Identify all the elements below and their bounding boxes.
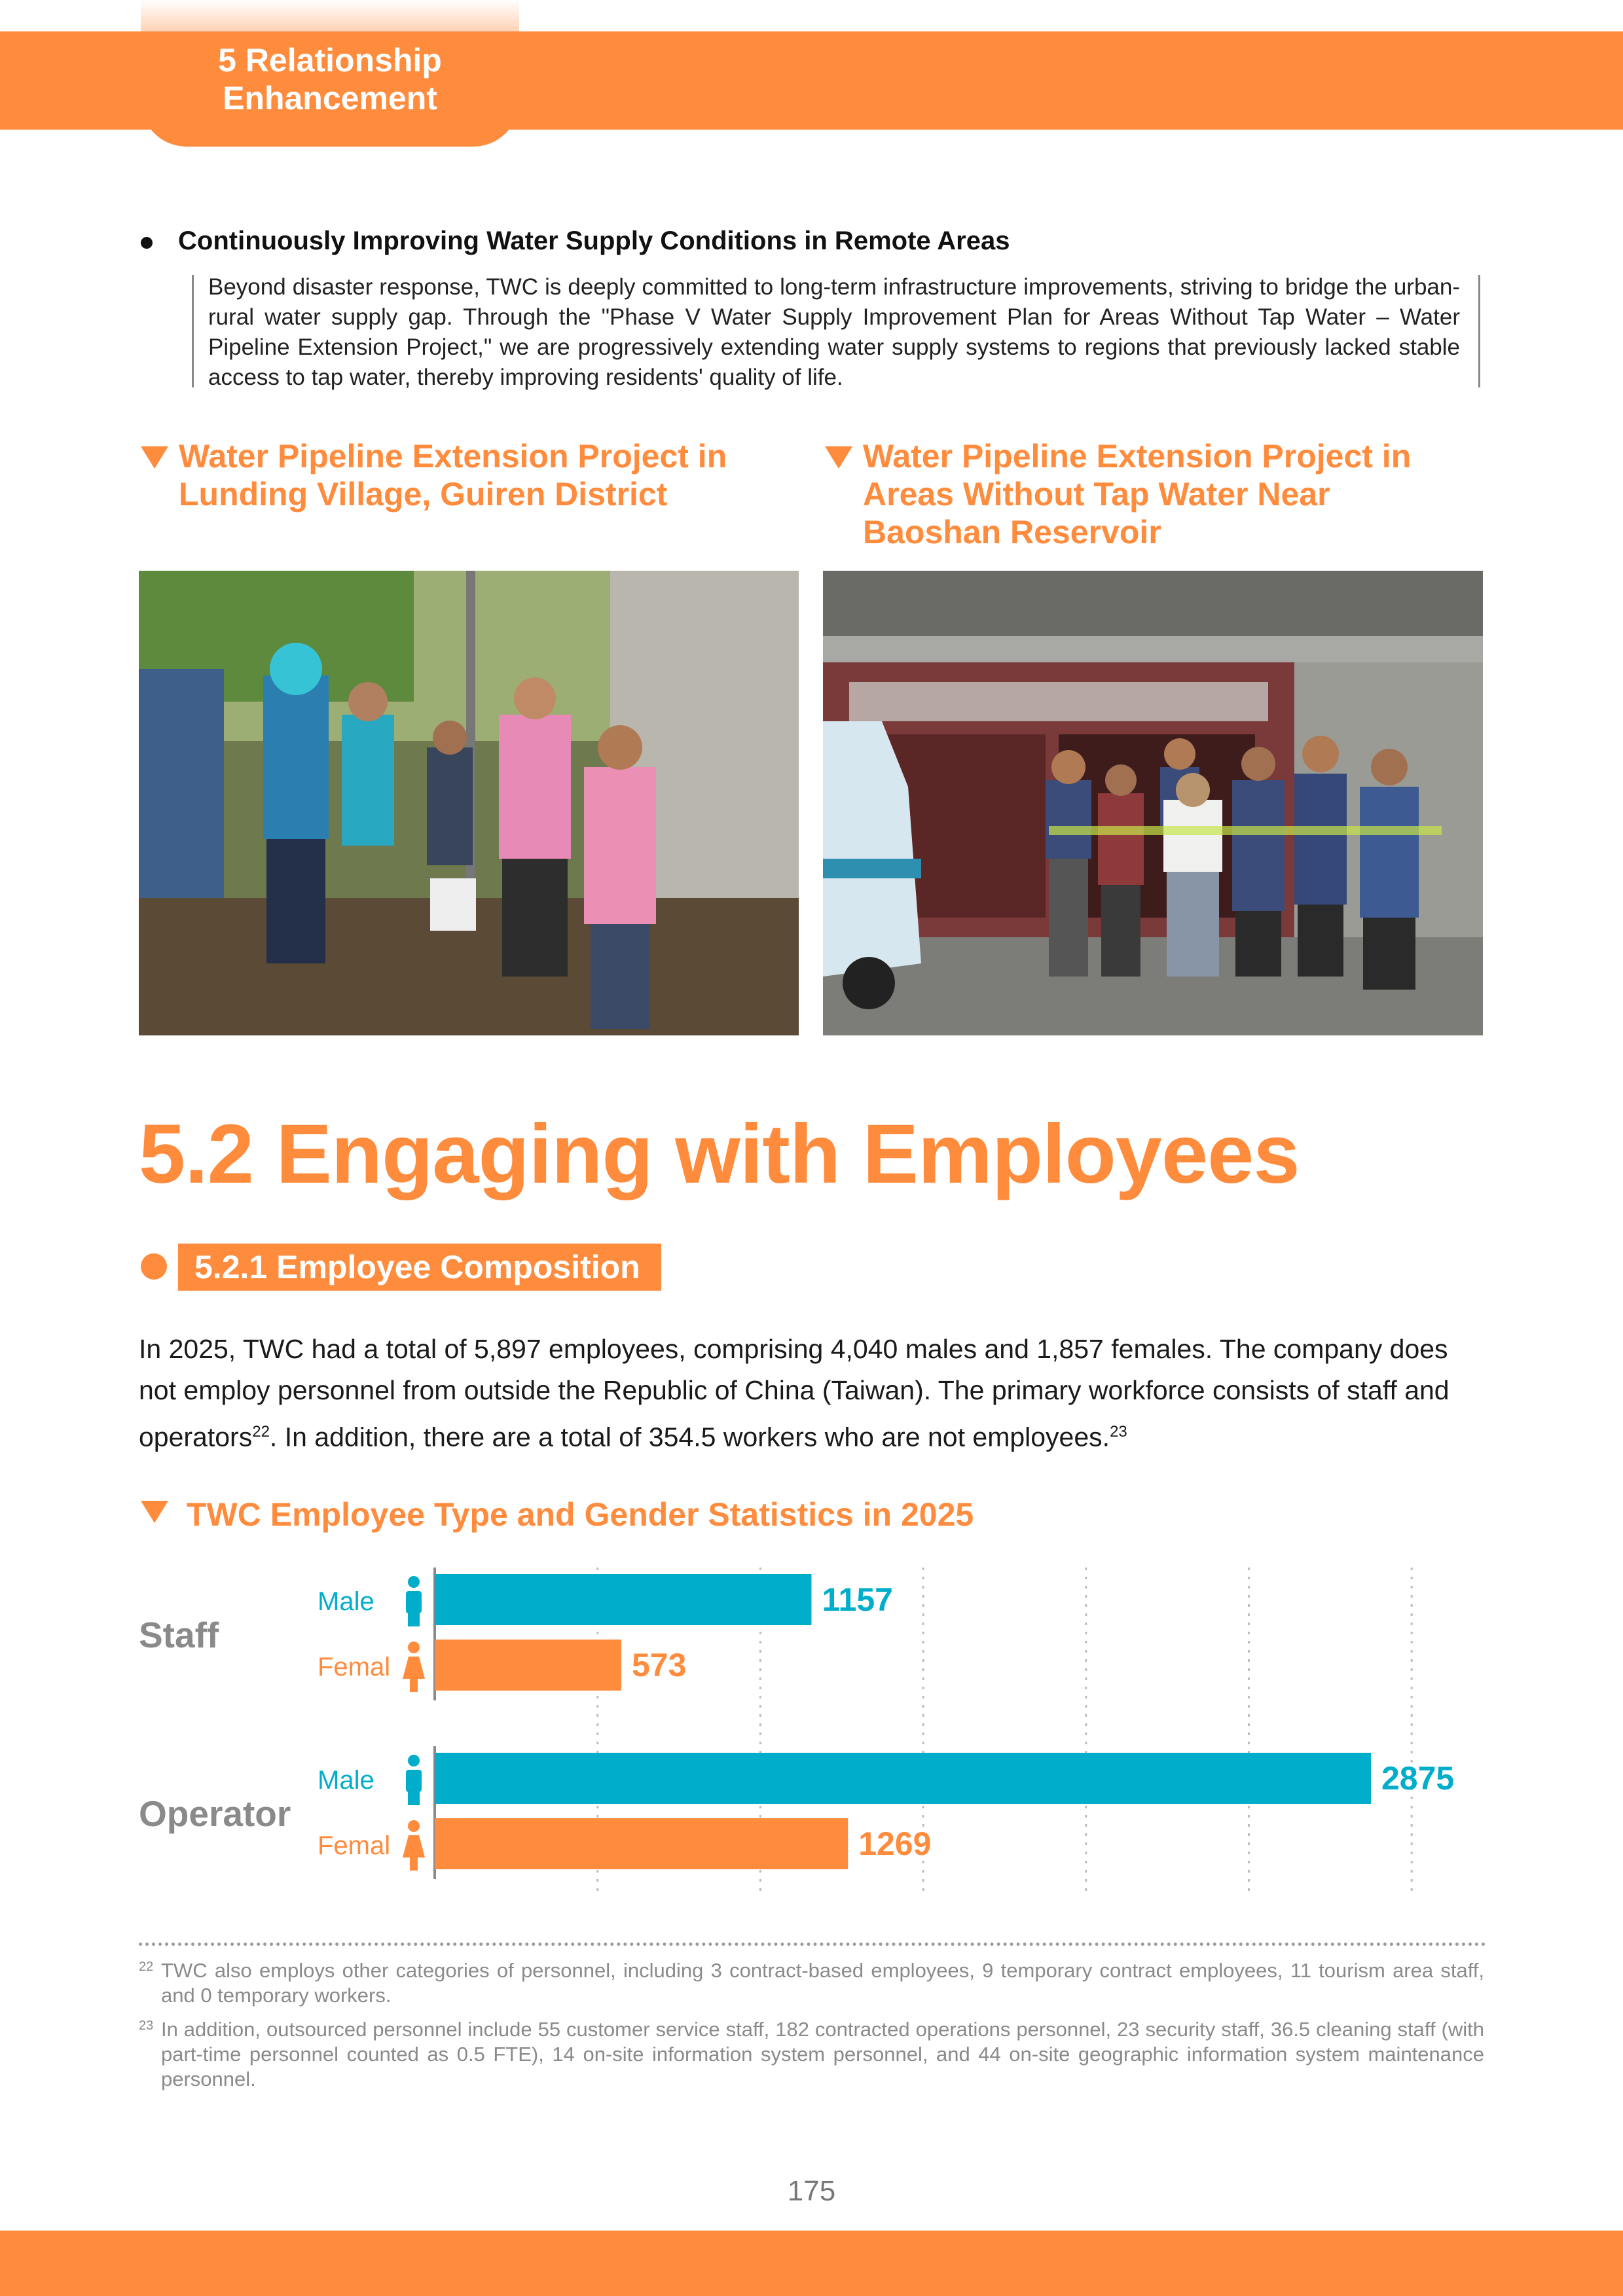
footnote-ref-22[interactable]: 22 xyxy=(252,1423,270,1441)
bullet-title: Continuously Improving Water Supply Conditions in Remote Areas xyxy=(178,226,1010,255)
bar xyxy=(435,1753,1371,1804)
female-icon xyxy=(403,1657,425,1679)
photo-caption-1-block xyxy=(141,437,795,522)
bar xyxy=(435,1640,621,1691)
subsection-title: 5.2.1 Employee Composition xyxy=(178,1244,661,1291)
bar-value-label: 1269 xyxy=(858,1825,932,1862)
male-icon xyxy=(408,1576,420,1588)
male-icon xyxy=(406,1770,422,1792)
group-label: Staff xyxy=(139,1615,219,1655)
male-icon xyxy=(408,1611,420,1626)
female-icon xyxy=(408,1820,420,1832)
bar-category-label: Male xyxy=(318,1587,374,1616)
photo-baoshan-reservoir xyxy=(823,571,1483,1035)
triangle-down-icon xyxy=(825,446,852,469)
employee-paragraph xyxy=(139,1329,1481,1458)
photo-caption-2-block xyxy=(825,437,1480,562)
male-icon xyxy=(408,1789,420,1805)
female-icon xyxy=(403,1835,425,1857)
bar-category-label: Femal xyxy=(318,1831,391,1860)
footnote-number: 22 xyxy=(139,1960,154,1974)
photo-caption-1: Water Pipeline Extension Project in Lunding Village, Guiren District xyxy=(179,438,727,512)
bar-category-label: Male xyxy=(318,1766,374,1795)
photo-lunding-village xyxy=(139,571,799,1035)
photo-caption-2: Water Pipeline Extension Project in Areas Without Tap Water Near Baoshan Reservoir xyxy=(863,438,1412,550)
section-title: 5.2 Engaging with Employees xyxy=(139,1107,1300,1201)
chapter-tab xyxy=(141,31,519,147)
footnote-text: TWC also employs other categories of personnel, including 3 contract-based employees, 9 temporary contract employees, 11 tourism area staff, and 0 temporary workers. xyxy=(161,1959,1484,2007)
female-icon xyxy=(410,1677,418,1692)
female-icon xyxy=(410,1856,418,1871)
subsection-dot-icon xyxy=(141,1253,167,1280)
chart-caption-text: TWC Employee Type and Gender Statistics in 2025 xyxy=(187,1496,974,1533)
bullet-icon xyxy=(141,237,153,249)
footnote-22 xyxy=(139,1958,1484,2008)
bar-value-label: 573 xyxy=(632,1647,687,1683)
footer-bar xyxy=(0,2231,1623,2296)
male-icon xyxy=(406,1591,422,1613)
bar-value-label: 1157 xyxy=(822,1581,893,1618)
footnote-ref-23[interactable]: 23 xyxy=(1110,1423,1127,1441)
quote-text: Beyond disaster response, TWC is deeply committed to long-term infrastructure improvements, striving to bridge the urban-rural water supply gap. Through the "Phase V Water Supply Improvement Plan for Areas Without Tap Water – Water Pipeline Extension Project," we are progressively extending water supply systems to regions that previously lacked stable access to tap water, thereby improving residents' quality of life. xyxy=(208,274,1460,390)
footnote-text: In addition, outsourced personnel include 55 customer service staff, 182 contracted operations personnel, 23 security staff, 36.5 cleaning staff (with part-time personnel counted as 0.5 FTE), 14 on-site information system personnel, and 44 on-site geographic information system maintenance personnel. xyxy=(161,2018,1484,2090)
page-number: 175 xyxy=(787,2175,836,2207)
group-label: Operator xyxy=(139,1793,291,1834)
bar-value-label: 2875 xyxy=(1381,1760,1455,1797)
bar xyxy=(435,1574,811,1625)
male-icon xyxy=(408,1755,420,1767)
female-icon xyxy=(408,1641,420,1653)
footnote-divider xyxy=(139,1943,1486,1946)
paragraph-text-2: . In addition, there are a total of 354.5 workers who are not employees. xyxy=(269,1422,1110,1452)
paragraph-text-1: In 2025, TWC had a total of 5,897 employees, comprising 4,040 males and 1,857 females. The company does not employ personnel from outside the Republic of China (Taiwan). The primary workforce consists of staff and operators xyxy=(139,1334,1450,1452)
chart-caption xyxy=(141,1496,974,1534)
triangle-down-icon xyxy=(141,1501,168,1523)
chapter-tab-label: 5 Relationship Enhancement xyxy=(218,42,442,117)
triangle-down-icon xyxy=(141,446,168,469)
bar xyxy=(435,1818,848,1869)
footnote-number: 23 xyxy=(139,2018,154,2033)
footnote-23 xyxy=(139,2017,1484,2092)
bar-category-label: Femal xyxy=(318,1653,391,1681)
